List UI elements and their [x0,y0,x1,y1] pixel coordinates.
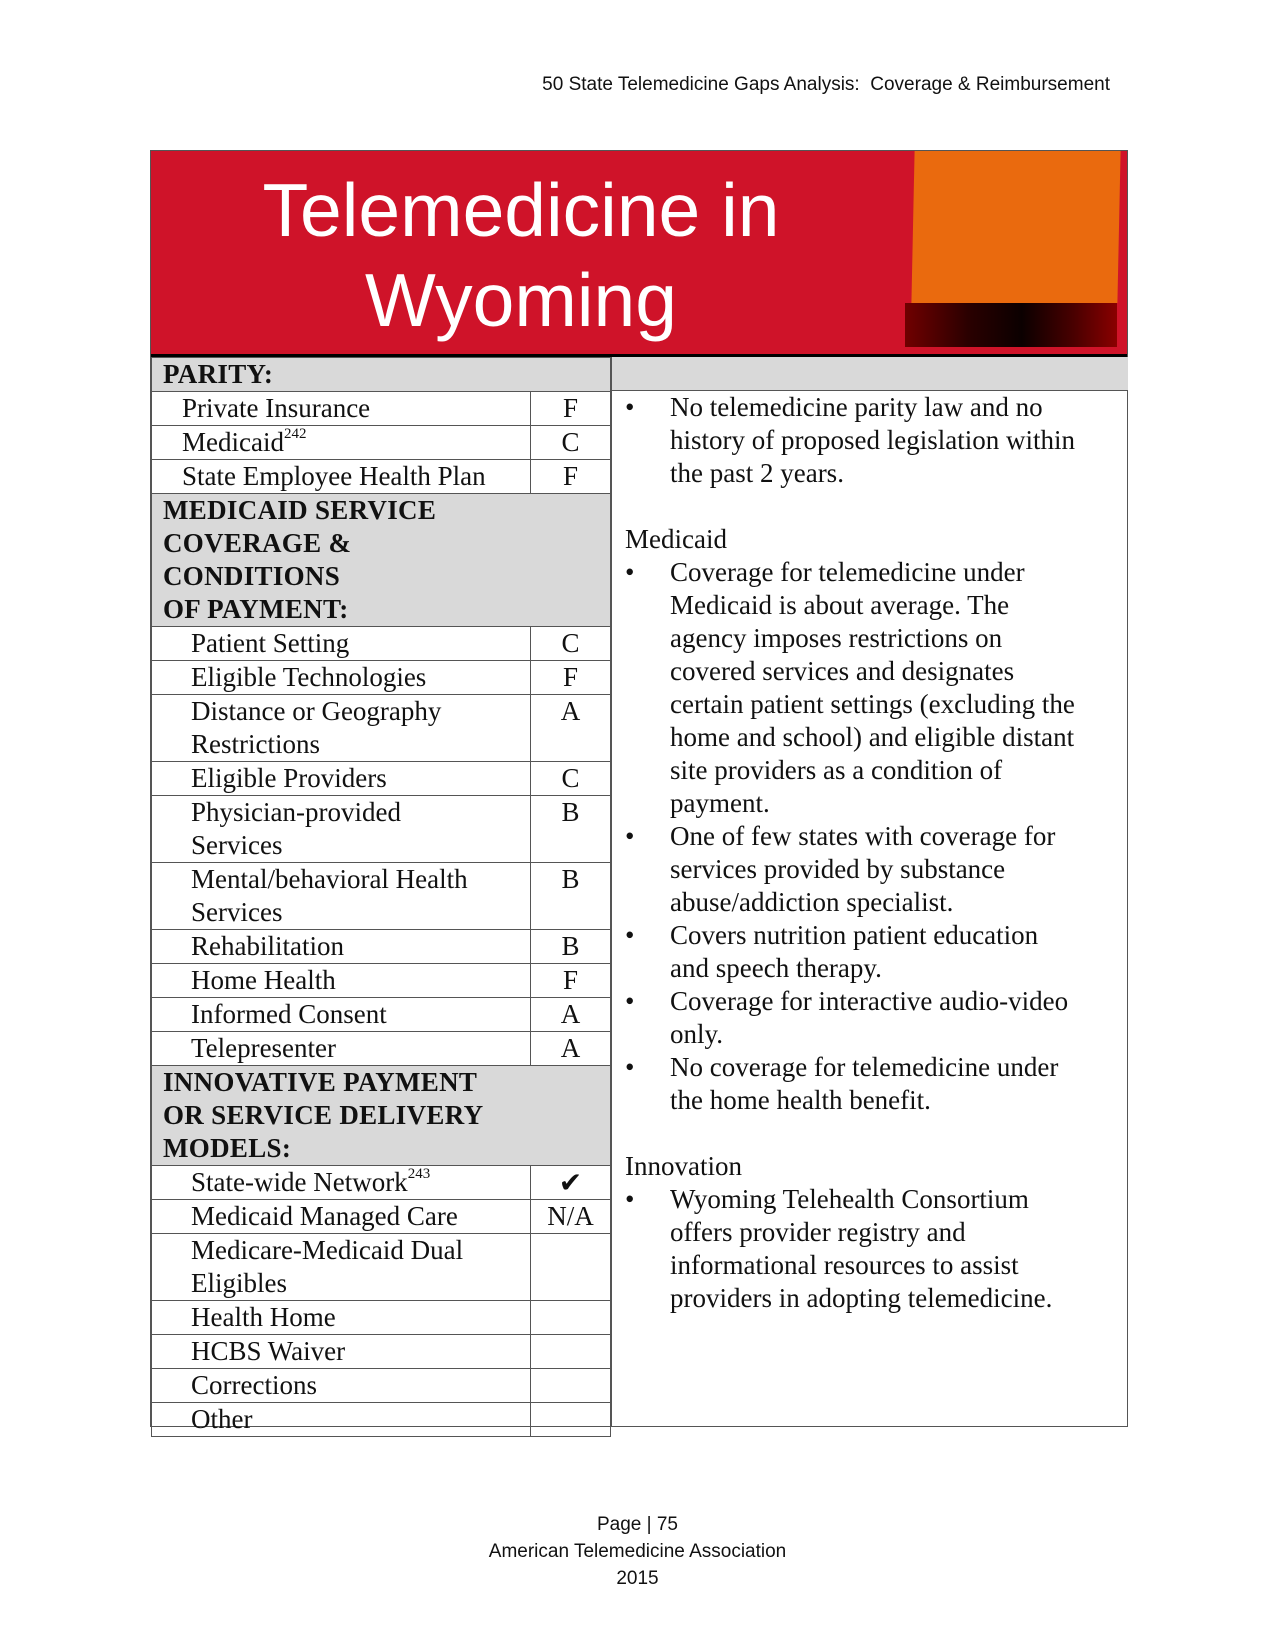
banner-title [241,165,801,345]
table-row [152,1032,611,1066]
footnote-ref: 242 [283,426,307,442]
row-label-line: Services [191,830,283,860]
bullet-line: services provided by substance [670,854,1006,884]
medicaid-bullet [612,919,1128,985]
row-label: Private Insurance [152,392,531,426]
row-label: Health Home [152,1301,531,1335]
table-row [152,426,611,460]
row-grade: F [531,392,611,426]
row-label: Corrections [152,1369,531,1403]
medicaid-heading [152,494,531,627]
row-label: Other [152,1403,531,1437]
medicaid-subheading: Medicaid [625,524,727,554]
table-row [152,1403,611,1437]
banner-orange-decoration [911,151,1120,303]
row-label: HCBS Waiver [152,1335,531,1369]
bullet-line: No coverage for telemedicine under [670,1052,1059,1082]
row-label [152,695,531,762]
bullet-line: certain patient settings (excluding the [670,689,1075,719]
heading-line: OR SERVICE DELIVERY [163,1100,484,1130]
summary-column [611,391,1128,1426]
section-heading-parity [152,358,611,392]
footer-page-number: Page | 75 [596,1514,678,1535]
bullet-line: No telemedicine parity law and no [670,392,1043,422]
row-grade: F [531,964,611,998]
medicaid-bullet [612,820,1128,919]
row-grade [531,1369,611,1403]
bullet-line: agency imposes restrictions on [670,623,1003,653]
table-row [152,863,611,930]
medicaid-heading-blank [531,494,611,627]
innovative-heading-blank [531,1066,611,1166]
table-row [152,661,611,695]
row-grade [531,1234,611,1301]
bullet-line: covered services and designates [670,656,1015,686]
footnote-ref: 243 [407,1166,431,1182]
row-label [152,863,531,930]
row-label [152,426,531,460]
row-grade: C [531,426,611,460]
row-grade: C [531,627,611,661]
row-label-line: Mental/behavioral Health [191,864,468,894]
bullet-icon: • [625,1184,635,1214]
row-label: Informed Consent [152,998,531,1032]
table-row [152,998,611,1032]
table-row [152,930,611,964]
table-row [152,392,611,426]
bullet-line: the past 2 years. [670,458,844,488]
bullet-icon: • [625,392,635,422]
section-heading-medicaid [152,494,611,627]
bullet-line: offers provider registry and [670,1217,966,1247]
table-row [152,1200,611,1234]
row-grade: F [531,661,611,695]
medicaid-bullet [612,556,1128,820]
heading-line: MEDICAID SERVICE [163,495,437,525]
parity-bullet [612,391,1128,490]
state-card [150,150,1128,1434]
section-heading-innovative [152,1066,611,1166]
row-label [152,796,531,863]
row-label: Eligible Technologies [152,661,531,695]
innovation-subheading: Innovation [625,1151,742,1181]
row-label-line: Distance or Geography [191,696,442,726]
table-row [152,1335,611,1369]
bullet-icon: • [625,557,635,587]
row-grade: B [531,863,611,930]
row-label-text: Medicaid [182,427,284,457]
row-grade [531,1335,611,1369]
row-label-text: State-wide Network [191,1167,408,1197]
row-grade [531,1301,611,1335]
row-label-line: Services [191,897,283,927]
heading-line: INNOVATIVE PAYMENT [163,1067,478,1097]
innovative-heading [152,1066,531,1166]
row-label-line: Eligibles [191,1268,287,1298]
table-row [152,1301,611,1335]
heading-line: MODELS: [163,1133,292,1163]
bullet-line: payment. [670,788,770,818]
bullet-line: informational resources to assist [670,1250,1019,1280]
bullet-line: Covers nutrition patient education [670,920,1039,950]
bullet-line: Wyoming Telehealth Consortium [670,1184,1029,1214]
table-row [152,1234,611,1301]
bullet-line: only. [670,1019,723,1049]
bullet-line: site providers as a condition of [670,755,1003,785]
row-grade: B [531,796,611,863]
bullet-line: history of proposed legislation within [670,425,1075,455]
heading-line: OF PAYMENT: [163,594,349,624]
bullet-line: the home health benefit. [670,1085,931,1115]
grades-table [151,357,611,1437]
bullet-icon: • [625,920,635,950]
medicaid-bullet [612,985,1128,1051]
banner-dark-decoration [905,303,1117,347]
row-grade: C [531,762,611,796]
row-label: Eligible Providers [152,762,531,796]
row-label-line: Medicare-Medicaid Dual [191,1235,464,1265]
bullet-icon: • [625,821,635,851]
bullet-line: abuse/addiction specialist. [670,887,954,917]
innovation-bullet [612,1183,1128,1315]
checkmark-icon: ✔ [531,1166,611,1200]
footer-year: 2015 [616,1568,659,1589]
table-row [152,460,611,494]
row-label-line: Physician-provided [191,797,401,827]
bullet-icon: • [625,1052,635,1082]
bullet-line: Medicaid is about average. The [670,590,1010,620]
table-row [152,796,611,863]
row-grade: F [531,460,611,494]
row-grade: B [531,930,611,964]
row-label: Telepresenter [152,1032,531,1066]
row-label-line: Restrictions [191,729,320,759]
bullet-line: providers in adopting telemedicine. [670,1283,1053,1313]
bullet-line: Coverage for telemedicine under [670,557,1025,587]
banner-title-line2: Wyoming [365,258,677,342]
bullet-line: home and school) and eligible distant [670,722,1075,752]
row-grade: A [531,695,611,762]
row-label: Patient Setting [152,627,531,661]
table-row [152,627,611,661]
row-label: Medicaid Managed Care [152,1200,531,1234]
table-row [152,1166,611,1200]
row-grade: N/A [531,1200,611,1234]
table-row [152,695,611,762]
running-header: 50 State Telemedicine Gaps Analysis: Coverage & Reimbursement [542,74,1110,95]
bullet-line: Coverage for interactive audio-video [670,986,1069,1016]
summary-heading-bar [611,357,1128,391]
row-grade [531,1403,611,1437]
heading-line: COVERAGE & CONDITIONS [163,528,352,591]
banner-title-line1: Telemedicine in [262,168,780,252]
row-label [152,1166,531,1200]
row-label [152,1234,531,1301]
table-row [152,964,611,998]
title-banner [151,151,1127,357]
row-label: Home Health [152,964,531,998]
row-label: Rehabilitation [152,930,531,964]
bullet-line: and speech therapy. [670,953,882,983]
row-grade: A [531,998,611,1032]
bullet-icon: • [625,986,635,1016]
bullet-line: One of few states with coverage for [670,821,1056,851]
footer-organization: American Telemedicine Association [488,1541,787,1562]
medicaid-bullet [612,1051,1128,1117]
row-grade: A [531,1032,611,1066]
table-row [152,1369,611,1403]
row-label: State Employee Health Plan [152,460,531,494]
table-row [152,762,611,796]
grades-column [151,357,611,1437]
parity-heading: PARITY: [152,358,611,392]
